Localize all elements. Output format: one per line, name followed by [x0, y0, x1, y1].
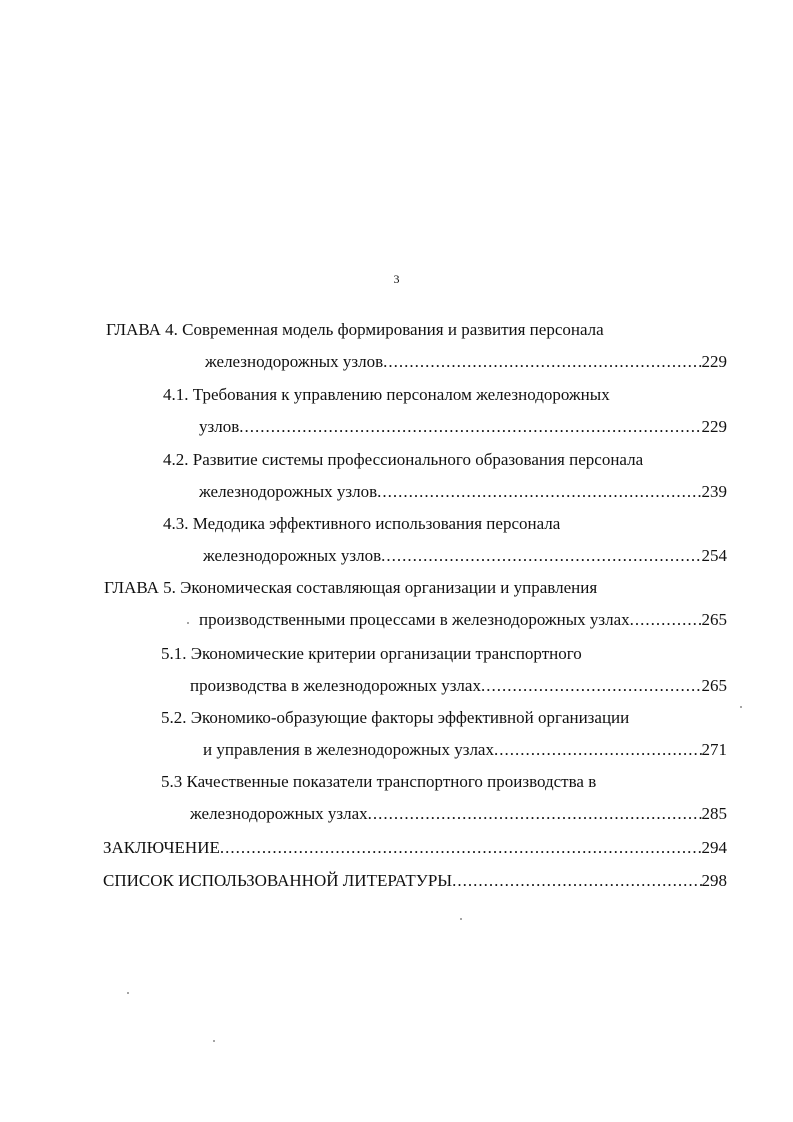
- toc-section-5-3-entry[interactable]: [190, 803, 727, 825]
- toc-section-5-1-entry[interactable]: [190, 675, 727, 697]
- scan-speck: [127, 992, 129, 994]
- toc-section-5-2-page: 271: [701, 740, 727, 759]
- dot-leader: [239, 416, 701, 438]
- toc-section-4-1-title: 4.1. Требования к управлению персоналом железнодорожных: [163, 385, 610, 404]
- toc-section-5-3-title: 5.3 Качественные показатели транспортного производства в: [161, 772, 597, 791]
- toc-chapter-5-page: 265: [701, 610, 727, 629]
- toc-chapter-4-continuation: железнодорожных узлов: [205, 352, 384, 371]
- toc-section-5-1-page: 265: [701, 676, 727, 695]
- toc-chapter-4-entry[interactable]: [205, 351, 727, 373]
- toc-section-5-3-continuation: железнодорожных узлах: [190, 804, 368, 823]
- toc-section-5-2-entry[interactable]: [203, 739, 727, 761]
- toc-chapter-4-page: 229: [701, 352, 727, 371]
- dot-leader: [481, 675, 702, 697]
- toc-section-4-1-page: 229: [701, 417, 727, 436]
- toc-section-5-3-page: 285: [701, 804, 727, 823]
- dot-leader: [220, 837, 702, 859]
- dot-leader: [377, 481, 701, 503]
- toc-conclusion-entry[interactable]: [103, 837, 727, 859]
- scan-speck: [740, 706, 742, 708]
- toc-section-4-2-continuation: железнодорожных узлов: [199, 482, 378, 501]
- toc-conclusion-title: ЗАКЛЮЧЕНИЕ: [103, 838, 220, 857]
- toc-chapter-5-continuation: производственными процессами в железнодорожных узлах: [199, 610, 630, 629]
- dot-leader: [381, 545, 701, 567]
- page-number: 3: [393, 272, 400, 286]
- dot-leader: [368, 803, 702, 825]
- toc-references-entry[interactable]: [103, 870, 727, 892]
- dot-leader: [383, 351, 701, 373]
- toc-section-4-2-title: 4.2. Развитие системы профессионального образования персонала: [163, 450, 644, 469]
- toc-section-4-1-entry[interactable]: [199, 416, 727, 438]
- scan-speck: [213, 1040, 215, 1042]
- toc-section-5-2-title: 5.2. Экономико-образующие факторы эффективной организации: [161, 708, 630, 727]
- toc-section-4-3-page: 254: [701, 546, 727, 565]
- toc-section-4-3-entry[interactable]: [203, 545, 727, 567]
- scan-speck: [460, 918, 462, 920]
- toc-chapter-5-entry[interactable]: [199, 609, 727, 631]
- toc-section-4-2-entry[interactable]: [199, 481, 727, 503]
- toc-section-5-2-continuation: и управления в железнодорожных узлах: [203, 740, 494, 759]
- toc-chapter-4-title: ГЛАВА 4. Современная модель формирования и развития персонала: [106, 320, 604, 339]
- toc-section-4-1-continuation: узлов: [199, 417, 240, 436]
- dot-leader: [452, 870, 701, 892]
- toc-section-4-3-continuation: железнодорожных узлов: [203, 546, 382, 565]
- toc-section-4-3-title: 4.3. Медодика эффективного использования персонала: [163, 514, 561, 533]
- toc-conclusion-page: 294: [701, 838, 727, 857]
- dot-leader: [494, 739, 702, 761]
- scan-speck: [187, 622, 189, 624]
- toc-section-5-1-continuation: производства в железнодорожных узлах: [190, 676, 481, 695]
- toc-references-page: 298: [701, 871, 727, 890]
- toc-chapter-5-title: ГЛАВА 5. Экономическая составляющая организации и управления: [104, 578, 598, 597]
- toc-section-5-1-title: 5.1. Экономические критерии организации транспортного: [161, 644, 582, 663]
- dot-leader: [630, 609, 702, 631]
- toc-section-4-2-page: 239: [701, 482, 727, 501]
- toc-references-title: СПИСОК ИСПОЛЬЗОВАННОЙ ЛИТЕРАТУРЫ: [103, 871, 453, 890]
